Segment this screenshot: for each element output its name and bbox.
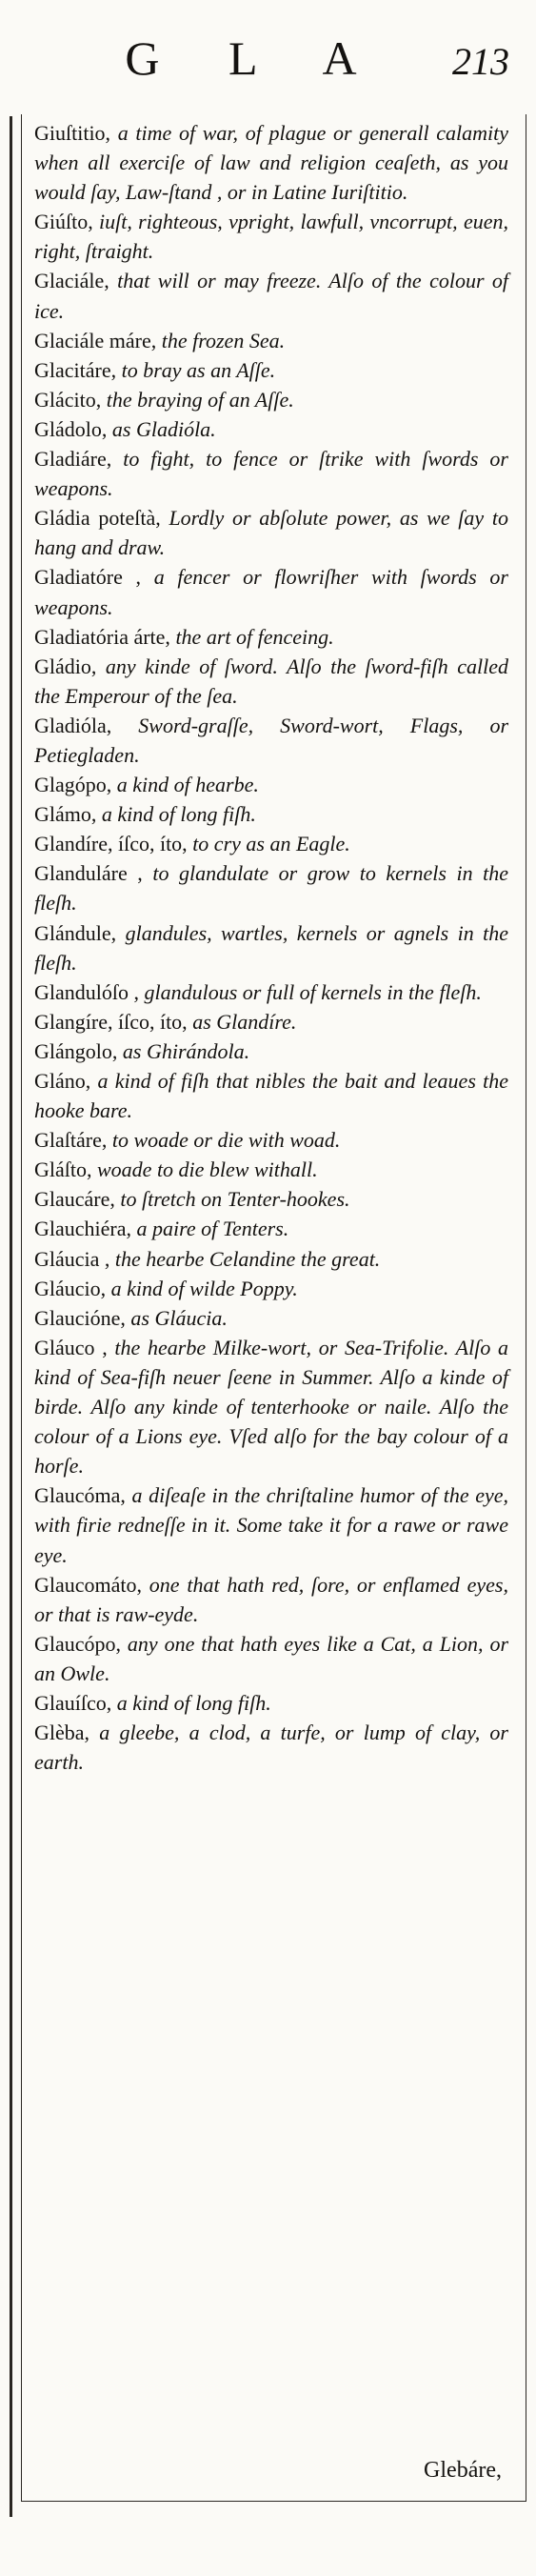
entry-definition: the hearbe Milke-wort, or Sea-Trifolie. Alſo a kind of Sea-fiſh neuer ſeene in Summer. Alſo a kinde of birde. Alſo any kinde of tenterhooke or naile. Alſo the colour of a Lions eye. Vſed alſo for the bay colour of a horſe. <box>34 1335 509 1479</box>
entry-definition: iuſt, righteous, vpright, lawfull, vncorrupt, euen, right, ſtraight. <box>34 210 508 264</box>
dictionary-entry <box>32 207 508 266</box>
entry-definition: the art of fenceing. <box>169 624 334 649</box>
entry-definition: one that hath red, ſore, or enflamed eyes, or that is raw-eyde. <box>34 1572 508 1626</box>
dictionary-entry <box>32 1688 508 1718</box>
dictionary-entry <box>32 1244 508 1274</box>
entry-definition: as Glandíre. <box>187 1009 297 1034</box>
entry-headword: Glámo, <box>34 802 97 827</box>
running-head: G L A <box>125 31 386 85</box>
dictionary-entry <box>32 1570 508 1629</box>
entry-headword: Gláſto, <box>34 1157 92 1182</box>
entry-definition: to glandulate or grow to kernels in the fleſh. <box>34 861 508 916</box>
entry-headword: Gladiatória árte, <box>34 624 170 649</box>
dictionary-entry <box>32 770 508 799</box>
entry-definition: the hearbe Celandine the great. <box>109 1246 381 1271</box>
dictionary-entry <box>32 118 508 207</box>
entry-definition: to bray as an Aſſe. <box>116 357 276 382</box>
entry-headword: Glandíre, íſco, íto, <box>34 832 188 856</box>
entry-definition: any one that hath eyes like a Cat, a Lion, or an Owle. <box>34 1631 508 1685</box>
dictionary-entry <box>32 622 508 652</box>
entry-headword: Gládolo, <box>34 416 108 441</box>
dictionary-entry <box>32 799 508 829</box>
entry-definition: a kind of long fiſh. <box>96 802 256 827</box>
entry-headword: Gláuco , <box>34 1335 108 1359</box>
dictionary-entry <box>32 1303 508 1333</box>
entry-definition: a kind of wilde Poppy. <box>106 1276 298 1300</box>
dictionary-entry <box>32 562 508 621</box>
entry-headword: Glauíſco, <box>34 1690 112 1715</box>
entry-definition: as Gladióla. <box>107 416 216 441</box>
entry-headword: Glaciále, <box>34 269 109 293</box>
dictionary-entry <box>32 1480 508 1569</box>
entry-headword: Glauchiéra, <box>34 1217 131 1241</box>
entry-headword: Gladióla, <box>34 713 112 737</box>
entry-headword: Glanduláre , <box>34 861 143 886</box>
dictionary-entry <box>32 414 508 444</box>
entry-headword: Glacitáre, <box>34 357 117 382</box>
entry-definition: the frozen Sea. <box>156 328 286 352</box>
entry-list <box>32 118 508 1777</box>
dictionary-entry <box>32 1214 508 1243</box>
entry-definition: as Ghirándola. <box>117 1038 250 1063</box>
entry-headword: Glángolo, <box>34 1038 118 1063</box>
dictionary-entry <box>32 1007 508 1036</box>
entry-definition: a paire of Tenters. <box>131 1217 289 1241</box>
entry-headword: Glagópo, <box>34 773 112 797</box>
entry-definition: to ſtretch on Tenter-hookes. <box>114 1187 350 1212</box>
entry-definition: woade to die blew withall. <box>91 1157 318 1182</box>
entry-definition: any kinde of ſword. Alſo the ſword-fiſh called the Emperour of the ſea. <box>34 654 508 708</box>
entry-headword: Gláucia , <box>34 1246 110 1271</box>
entry-definition: a diſeaſe in the chriſtaline humor of the eye, with firie redneſſe in it. Some take it for a rawe or rawe eye. <box>34 1483 508 1567</box>
entry-headword: Gláucio, <box>34 1276 107 1300</box>
dictionary-entry <box>32 385 508 414</box>
entry-definition: a kind of long fiſh. <box>111 1690 271 1715</box>
entry-headword: Giuſtitio, <box>34 121 111 145</box>
dictionary-entry <box>32 1629 508 1688</box>
dictionary-entry <box>32 1274 508 1303</box>
entry-definition: a time of war, of plague or generall calamity when all exerciſe of law and religion ceaſeth, as you would ſay, Law-ſtand , or in Latine Iuriſtitio. <box>34 121 508 205</box>
entry-definition: a fencer or flowriſher with ſwords or weapons. <box>34 565 508 619</box>
dictionary-entry <box>32 444 508 503</box>
entry-definition: to fight, to fence or ſtrike with ſwords or weapons. <box>34 447 508 501</box>
dictionary-entry <box>32 326 508 355</box>
dictionary-entry <box>32 266 508 325</box>
dictionary-entry <box>32 1066 508 1125</box>
entry-headword: Giúſto, <box>34 210 93 234</box>
entry-headword: Gladiatóre , <box>34 565 142 590</box>
dictionary-entry <box>32 1718 508 1777</box>
dictionary-entry <box>32 858 508 917</box>
dictionary-entry <box>32 652 508 711</box>
catchword: Glebáre, <box>424 2458 502 2483</box>
dictionary-entry <box>32 711 508 770</box>
entry-headword: Gladiáre, <box>34 447 112 472</box>
entry-definition: Lordly or abſolute power, as we ſay to hang and draw. <box>34 506 509 560</box>
dictionary-entry <box>32 1333 508 1480</box>
dictionary-entry <box>32 829 508 858</box>
entry-headword: Glácito, <box>34 387 102 412</box>
dictionary-entry <box>32 1036 508 1066</box>
entry-headword: Glaucáre, <box>34 1187 115 1212</box>
page-header <box>0 25 536 91</box>
entry-headword: Glaucópo, <box>34 1631 122 1656</box>
entry-headword: Glaſtáre, <box>34 1128 108 1153</box>
entry-headword: Glándule, <box>34 920 117 945</box>
margin-rule <box>10 116 12 2517</box>
entry-definition: glandules, wartles, kernels or agnels in the fleſh. <box>34 920 508 975</box>
entry-definition: to cry as an Eagle. <box>187 832 350 856</box>
entry-definition: glandulous or full of kernels in the fleſh. <box>139 979 482 1004</box>
entry-definition: a kind of fiſh that nibles the bait and leaues the hooke bare. <box>34 1069 508 1123</box>
entry-headword: Glaucomáto, <box>34 1572 143 1597</box>
entry-definition: the braying of an Aſſe. <box>101 387 294 412</box>
dictionary-entry <box>32 503 508 562</box>
entry-headword: Gládio, <box>34 654 97 678</box>
entry-definition: Sword-graſſe, Sword-wort, Flags, or Petiegladen. <box>34 713 508 767</box>
entry-headword: Glandulóſo , <box>34 979 139 1004</box>
entry-headword: Glaciále máre, <box>34 328 157 352</box>
entry-headword: Glaucióne, <box>34 1305 126 1330</box>
entry-headword: Glèba, <box>34 1721 90 1745</box>
dictionary-entry <box>32 977 508 1007</box>
entry-definition: a gleebe, a clod, a turfe, or lump of clay, or earth. <box>34 1721 508 1775</box>
dictionary-entry <box>32 1155 508 1184</box>
entry-definition: to woade or die with woad. <box>107 1128 341 1153</box>
dictionary-entry <box>32 355 508 385</box>
dictionary-entry <box>32 1184 508 1214</box>
dictionary-entry <box>32 1125 508 1155</box>
entry-definition: that will or may freeze. Alſo of the colour of ice. <box>34 269 508 323</box>
entry-headword: Gláno, <box>34 1069 91 1093</box>
entry-headword: Glangíre, íſco, íto, <box>34 1009 188 1034</box>
entry-headword: Glaucóma, <box>34 1483 126 1508</box>
entry-definition: as Gláucia. <box>125 1305 228 1330</box>
dictionary-entry <box>32 918 508 977</box>
page-number: 213 <box>452 40 509 83</box>
entry-headword: Gládia poteſtà, <box>34 506 161 531</box>
entry-definition: a kind of hearbe. <box>111 773 259 797</box>
